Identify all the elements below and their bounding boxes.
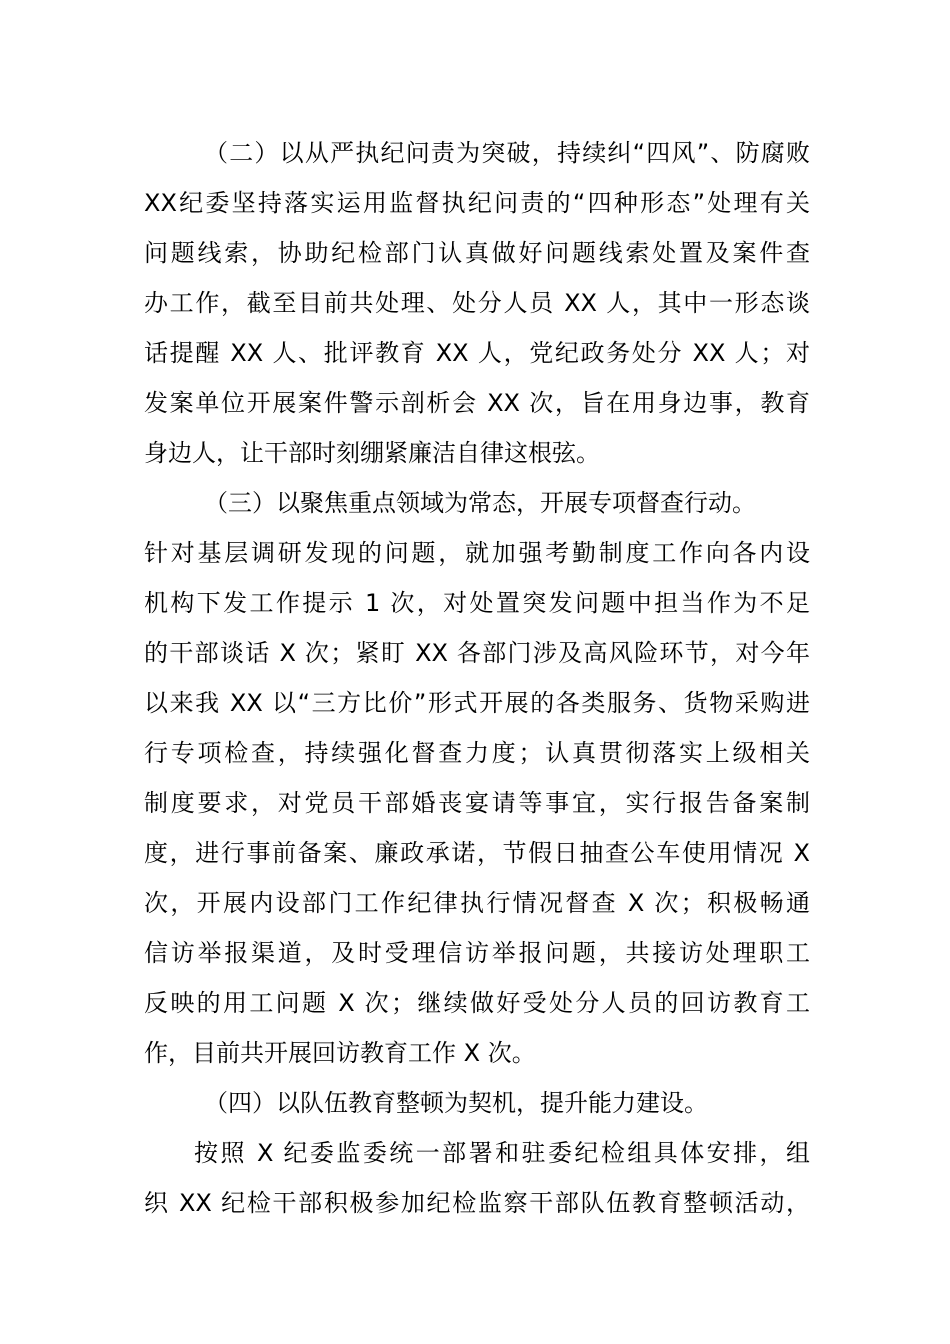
text-line: 行专项检查，持续强化督查力度；认真贯彻落实上级相关 bbox=[144, 739, 810, 767]
text-line: 以来我 XX 以“三方比价”形式开展的各类服务、货物采购进 bbox=[144, 689, 810, 717]
text-line: XX纪委坚持落实运用监督执纪问责的“四种形态”处理有关 bbox=[144, 189, 810, 217]
document-body bbox=[144, 128, 810, 1228]
text-line: 制度要求，对党员干部婚丧宴请等事宜，实行报告备案制 bbox=[144, 789, 810, 817]
text-line: 的干部谈话 X 次；紧盯 XX 各部门涉及高风险环节，对今年 bbox=[144, 639, 810, 667]
text-line: 作，目前共开展回访教育工作 X 次。 bbox=[144, 1039, 536, 1067]
text-line: 办工作，截至目前共处理、处分人员 XX 人，其中一形态谈 bbox=[144, 289, 810, 317]
text-line: 发案单位开展案件警示剖析会 XX 次，旨在用身边事，教育 bbox=[144, 389, 810, 417]
paragraph-heading-4: （四）以队伍教育整顿为契机，提升能力建设。 bbox=[204, 1089, 708, 1117]
text-line: 织 XX 纪检干部积极参加纪检监察干部队伍教育整顿活动， bbox=[144, 1189, 810, 1217]
text-line: 针对基层调研发现的问题，就加强考勤制度工作向各内设 bbox=[144, 539, 810, 567]
text-line: 话提醒 XX 人、批评教育 XX 人，党纪政务处分 XX 人；对 bbox=[144, 339, 810, 367]
text-line: 按照 X 纪委监委统一部署和驻委纪检组具体安排，组 bbox=[194, 1139, 810, 1167]
paragraph-heading-2: （二）以从严执纪问责为突破，持续纠“四风”、防腐败 bbox=[204, 139, 810, 167]
text-line: 次，开展内设部门工作纪律执行情况督查 X 次；积极畅通 bbox=[144, 889, 810, 917]
text-line: 信访举报渠道，及时受理信访举报问题，共接访处理职工 bbox=[144, 939, 810, 967]
text-line: 度，进行事前备案、廉政承诺，节假日抽查公车使用情况 X bbox=[144, 839, 810, 867]
text-line: 问题线索，协助纪检部门认真做好问题线索处置及案件查 bbox=[144, 239, 810, 267]
text-line: 身边人，让干部时刻绷紧廉洁自律这根弦。 bbox=[144, 439, 600, 467]
paragraph-heading-3: （三）以聚焦重点领域为常态，开展专项督查行动。 bbox=[204, 489, 756, 517]
text-line: 反映的用工问题 X 次；继续做好受处分人员的回访教育工 bbox=[144, 989, 810, 1017]
text-line: 机构下发工作提示 1 次，对处置突发问题中担当作为不足 bbox=[144, 589, 810, 617]
